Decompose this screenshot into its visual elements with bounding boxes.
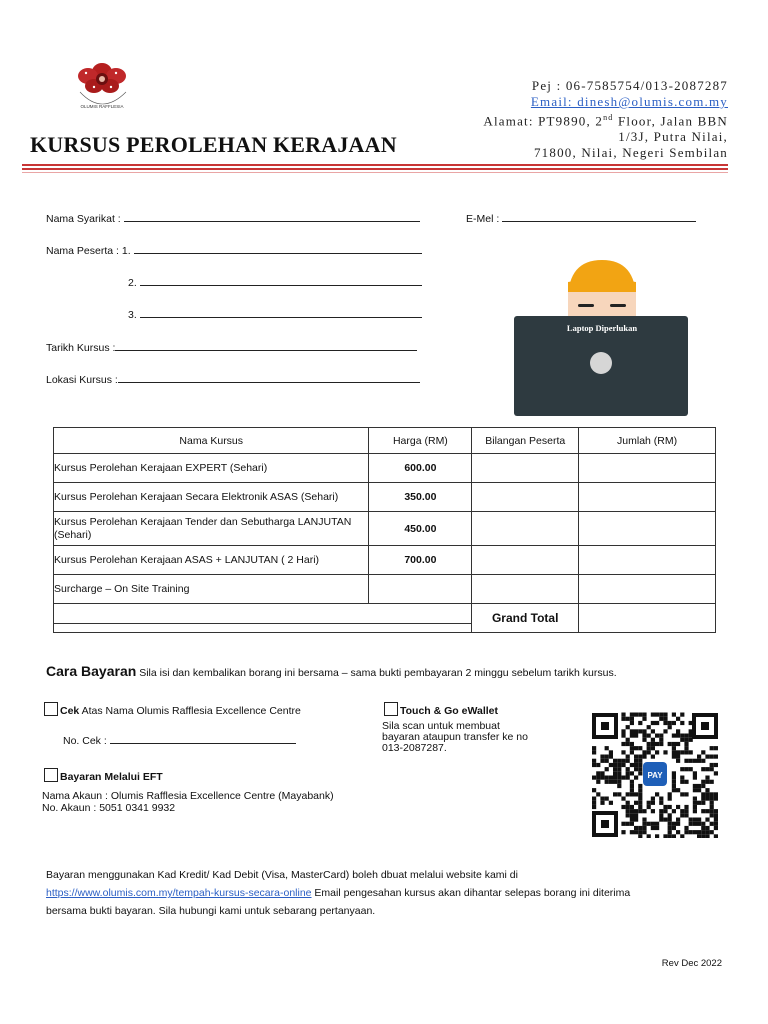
grand-total-row bbox=[54, 604, 716, 633]
participant-3-input[interactable] bbox=[140, 308, 422, 318]
company-field[interactable] bbox=[46, 212, 420, 225]
course-price: 450.00 bbox=[369, 512, 472, 546]
participants-cell[interactable] bbox=[472, 512, 579, 546]
date-field[interactable] bbox=[46, 341, 417, 354]
tng-checkbox[interactable] bbox=[384, 702, 398, 716]
qr-code-icon[interactable] bbox=[591, 712, 719, 838]
booking-link[interactable]: https://www.olumis.com.my/tempah-kursus-secara-online bbox=[46, 887, 312, 899]
course-name: Kursus Perolehan Kerajaan Tender dan Sebutharga LANJUTAN (Sehari) bbox=[54, 512, 369, 546]
email-field[interactable] bbox=[466, 212, 696, 225]
footer-line-1: Bayaran menggunakan Kad Kredit/ Kad Debit (Visa, MasterCard) boleh dbuat melalui website kami di bbox=[46, 869, 518, 881]
participants-cell[interactable] bbox=[472, 483, 579, 512]
footer-line-2: https://www.olumis.com.my/tempah-kursus-secara-online Email pengesahan kursus akan dihantar selepas borang ini diterima bbox=[46, 887, 631, 899]
course-price: 700.00 bbox=[369, 546, 472, 575]
table-row bbox=[54, 483, 716, 512]
participants-cell[interactable] bbox=[472, 575, 579, 604]
cheque-no-label: No. Cek : bbox=[63, 735, 110, 747]
amount-cell[interactable] bbox=[579, 575, 716, 604]
course-price: 350.00 bbox=[369, 483, 472, 512]
payment-heading: Cara Bayaran bbox=[46, 663, 137, 679]
logo-text: OLUMIS RAFFLESIA bbox=[80, 104, 124, 109]
table-header-row bbox=[54, 428, 716, 454]
cheque-label-bold: Cek bbox=[60, 705, 80, 717]
payment-heading-row bbox=[46, 663, 617, 679]
header-total: Jumlah (RM) bbox=[579, 428, 716, 454]
participant-1-input[interactable] bbox=[134, 244, 422, 254]
table-row bbox=[54, 454, 716, 483]
account-number: No. Akaun : 5051 0341 9932 bbox=[42, 802, 176, 814]
table-row bbox=[54, 575, 716, 604]
company-label: Nama Syarikat : bbox=[46, 213, 124, 225]
laptop-person-icon bbox=[514, 258, 690, 418]
email-link[interactable]: Email: dinesh@olumis.com.my bbox=[530, 94, 728, 109]
header-course-name: Nama Kursus bbox=[54, 428, 369, 454]
participants-cell[interactable] bbox=[472, 546, 579, 575]
participants-cell[interactable] bbox=[472, 454, 579, 483]
cheque-label: Atas Nama Olumis Rafflesia Excellence Centre bbox=[79, 705, 301, 717]
cheque-option[interactable] bbox=[44, 702, 301, 717]
tng-option[interactable] bbox=[384, 702, 498, 717]
qr-badge: PAY bbox=[647, 771, 663, 780]
amount-cell[interactable] bbox=[579, 546, 716, 575]
participant-2-label: 2. bbox=[128, 277, 140, 289]
company-input[interactable] bbox=[124, 212, 420, 222]
tng-note: Sila scan untuk membuat bayaran ataupun transfer ke no 013-2087287. bbox=[382, 720, 528, 754]
amount-cell[interactable] bbox=[579, 454, 716, 483]
table-row bbox=[54, 512, 716, 546]
footer-text bbox=[46, 866, 722, 920]
date-label: Tarikh Kursus : bbox=[46, 342, 116, 354]
eft-checkbox[interactable] bbox=[44, 768, 58, 782]
participant-label: Nama Peserta : 1. bbox=[46, 245, 134, 257]
tng-label: Touch & Go eWallet bbox=[400, 705, 499, 717]
course-price bbox=[369, 575, 472, 604]
participant-2-input[interactable] bbox=[140, 276, 422, 286]
course-price: 600.00 bbox=[369, 454, 472, 483]
course-name: Kursus Perolehan Kerajaan EXPERT (Sehari) bbox=[54, 454, 369, 483]
address-line-3: 71800, Nilai, Negeri Sembilan bbox=[533, 145, 728, 161]
email-input[interactable] bbox=[502, 212, 696, 222]
address-line-1: Alamat: PT9890, 2nd Floor, Jalan BBN bbox=[483, 113, 728, 129]
page-title: KURSUS PEROLEHAN KERAJAAN bbox=[30, 132, 397, 157]
amount-cell[interactable] bbox=[579, 483, 716, 512]
phone-text: Pej : 06-7585754/013-2087287 bbox=[531, 78, 728, 93]
course-name: Kursus Perolehan Kerajaan Secara Elektronik ASAS (Sehari) bbox=[54, 483, 369, 512]
eft-option[interactable] bbox=[44, 768, 163, 783]
payment-note: Sila isi dan kembalikan borang ini bersama – sama bukti pembayaran 2 minggu sebelum tarikh kursus. bbox=[136, 667, 617, 679]
location-label: Lokasi Kursus : bbox=[46, 374, 118, 386]
rafflesia-logo-icon bbox=[66, 52, 138, 114]
cheque-checkbox[interactable] bbox=[44, 702, 58, 716]
grand-total-spacer bbox=[54, 604, 579, 633]
header-participants: Bilangan Peserta bbox=[472, 428, 579, 454]
header-divider bbox=[22, 172, 728, 173]
eft-label: Bayaran Melalui EFT bbox=[60, 771, 163, 783]
header-price: Harga (RM) bbox=[369, 428, 472, 454]
location-field[interactable] bbox=[46, 373, 420, 386]
participant-2-field[interactable] bbox=[128, 276, 422, 289]
cheque-no-input[interactable] bbox=[110, 734, 296, 744]
course-name: Kursus Perolehan Kerajaan ASAS + LANJUTAN ( 2 Hari) bbox=[54, 546, 369, 575]
revision-label: Rev Dec 2022 bbox=[661, 958, 722, 969]
header-divider bbox=[22, 168, 728, 170]
amount-cell[interactable] bbox=[579, 512, 716, 546]
course-table bbox=[53, 427, 716, 633]
course-name: Surcharge – On Site Training bbox=[54, 575, 369, 604]
contact-block bbox=[483, 78, 728, 161]
participant-1-field[interactable] bbox=[46, 244, 422, 257]
location-input[interactable] bbox=[118, 373, 420, 383]
address-line-2: 1/3J, Putra Nilai, bbox=[618, 129, 728, 145]
grand-total-cell[interactable] bbox=[579, 604, 716, 633]
participant-3-field[interactable] bbox=[128, 308, 422, 321]
grand-total-label: Grand Total bbox=[471, 604, 578, 632]
footer-line-3: bersama bukti bayaran. Sila hubungi kami untuk sebarang pertanyaan. bbox=[46, 905, 376, 917]
header-divider bbox=[22, 164, 728, 166]
cheque-no-field[interactable] bbox=[63, 734, 296, 747]
table-row bbox=[54, 546, 716, 575]
account-details bbox=[42, 790, 334, 814]
laptop-label: Laptop Diperlukan bbox=[566, 323, 638, 333]
participant-3-label: 3. bbox=[128, 309, 140, 321]
account-name: Nama Akaun : Olumis Rafflesia Excellence Centre (Mayabank) bbox=[42, 790, 334, 802]
date-input[interactable] bbox=[115, 341, 417, 351]
email-label: E-Mel : bbox=[466, 213, 503, 225]
